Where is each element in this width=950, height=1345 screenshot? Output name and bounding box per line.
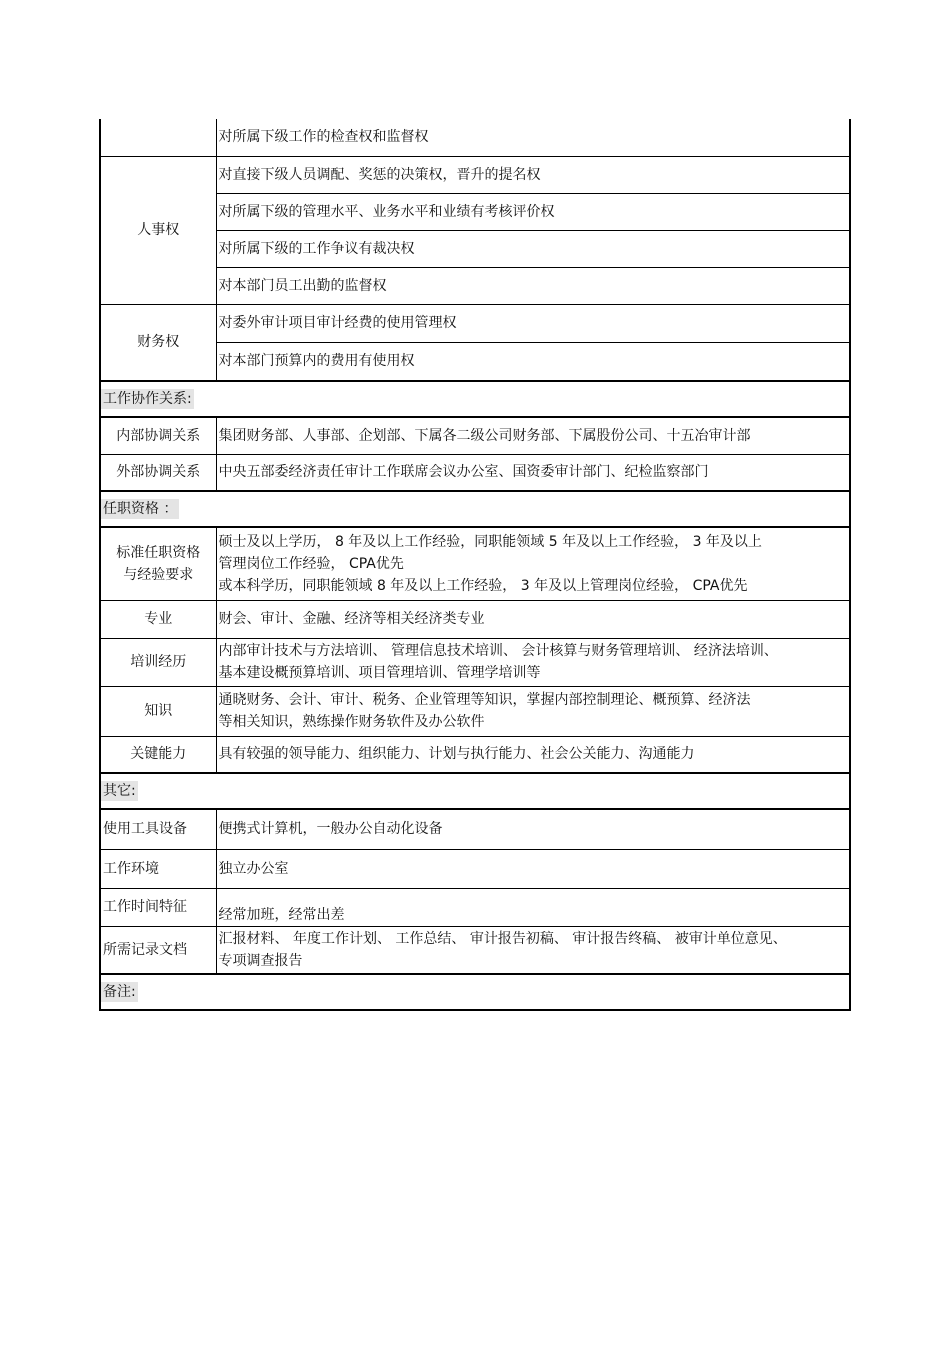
environment-value: 独立办公室 bbox=[216, 849, 850, 888]
standard-qualification-value: 硕士及以上学历， 8 年及以上工作经验，同职能领域 5 年及以上工作经验， 3 年及以上 管理岗位工作经验， CPA优先 或本科学历，同职能领域 8 年及以上工作经验， 3 年及以上管理岗位经验， CPA优先 bbox=[216, 527, 850, 600]
finance-item: 对委外审计项目审计经费的使用管理权 bbox=[216, 304, 850, 342]
section-row bbox=[100, 491, 850, 527]
external-coordination-value: 中央五部委经济责任审计工作联席会议办公室、国资委审计部门、纪检监察部门 bbox=[216, 454, 850, 491]
tools-label: 使用工具设备 bbox=[100, 809, 216, 849]
internal-coordination-label: 内部协调关系 bbox=[100, 417, 216, 454]
section-row bbox=[100, 381, 850, 417]
internal-coordination-value: 集团财务部、人事部、企划部、下属各二级公司财务部、下属股份公司、十五冶审计部 bbox=[216, 417, 850, 454]
table-row bbox=[100, 736, 850, 773]
qualification-section-title: 任职资格 ： bbox=[103, 501, 178, 517]
collab-section-title: 工作协作关系: bbox=[103, 391, 192, 407]
personnel-item: 对本部门员工出勤的监督权 bbox=[216, 267, 850, 304]
personnel-item: 对所属下级的工作争议有裁决权 bbox=[216, 230, 850, 267]
remarks-section-title: 备注: bbox=[103, 984, 136, 1000]
personnel-item: 对直接下级人员调配、奖惩的决策权，晋升的提名权 bbox=[216, 156, 850, 193]
supervision-right: 对所属下级工作的检查权和监督权 bbox=[216, 119, 850, 156]
major-label: 专业 bbox=[100, 600, 216, 638]
records-value: 汇报材料、 年度工作计划、 工作总结、 审计报告初稿、 审计报告终稿、 被审计单位意见、 专项调查报告 bbox=[216, 926, 850, 974]
standard-qualification-label: 标准任职资格 与经验要求 bbox=[100, 527, 216, 600]
work-time-value: 经常加班，经常出差 bbox=[216, 888, 850, 926]
work-time-label: 工作时间特征 bbox=[100, 888, 216, 926]
empty-label-cell bbox=[100, 119, 216, 156]
section-row bbox=[100, 974, 850, 1010]
table-row bbox=[100, 638, 850, 686]
table-row bbox=[100, 156, 850, 193]
training-value: 内部审计技术与方法培训、 管理信息技术培训、 会计核算与财务管理培训、 经济法培训、 基本建设概预算培训、项目管理培训、管理学培训等 bbox=[216, 638, 850, 686]
table-row bbox=[100, 417, 850, 454]
table-row bbox=[100, 527, 850, 600]
key-ability-value: 具有较强的领导能力、组织能力、计划与执行能力、社会公关能力、沟通能力 bbox=[216, 736, 850, 773]
table-row bbox=[100, 809, 850, 849]
knowledge-label: 知识 bbox=[100, 686, 216, 736]
external-coordination-label: 外部协调关系 bbox=[100, 454, 216, 491]
major-value: 财会、审计、金融、经济等相关经济类专业 bbox=[216, 600, 850, 638]
table-row bbox=[100, 119, 850, 156]
personnel-item: 对所属下级的管理水平、业务水平和业绩有考核评价权 bbox=[216, 193, 850, 230]
personnel-right-label: 人事权 bbox=[100, 156, 216, 304]
tools-value: 便携式计算机，一般办公自动化设备 bbox=[216, 809, 850, 849]
table-row bbox=[100, 454, 850, 491]
table-row bbox=[100, 888, 850, 926]
training-label: 培训经历 bbox=[100, 638, 216, 686]
records-label: 所需记录文档 bbox=[100, 926, 216, 974]
knowledge-value: 通晓财务、会计、审计、税务、企业管理等知识，掌握内部控制理论、概预算、经济法 等相关知识，熟练操作财务软件及办公软件 bbox=[216, 686, 850, 736]
table-row bbox=[100, 926, 850, 974]
table-row bbox=[100, 600, 850, 638]
section-row bbox=[100, 773, 850, 809]
job-description-table bbox=[99, 119, 851, 1011]
finance-right-label: 财务权 bbox=[100, 304, 216, 381]
other-section-title: 其它: bbox=[103, 783, 136, 799]
key-ability-label: 关键能力 bbox=[100, 736, 216, 773]
table-row bbox=[100, 304, 850, 342]
finance-item: 对本部门预算内的费用有使用权 bbox=[216, 342, 850, 381]
table-row bbox=[100, 686, 850, 736]
environment-label: 工作环境 bbox=[100, 849, 216, 888]
table-row bbox=[100, 849, 850, 888]
